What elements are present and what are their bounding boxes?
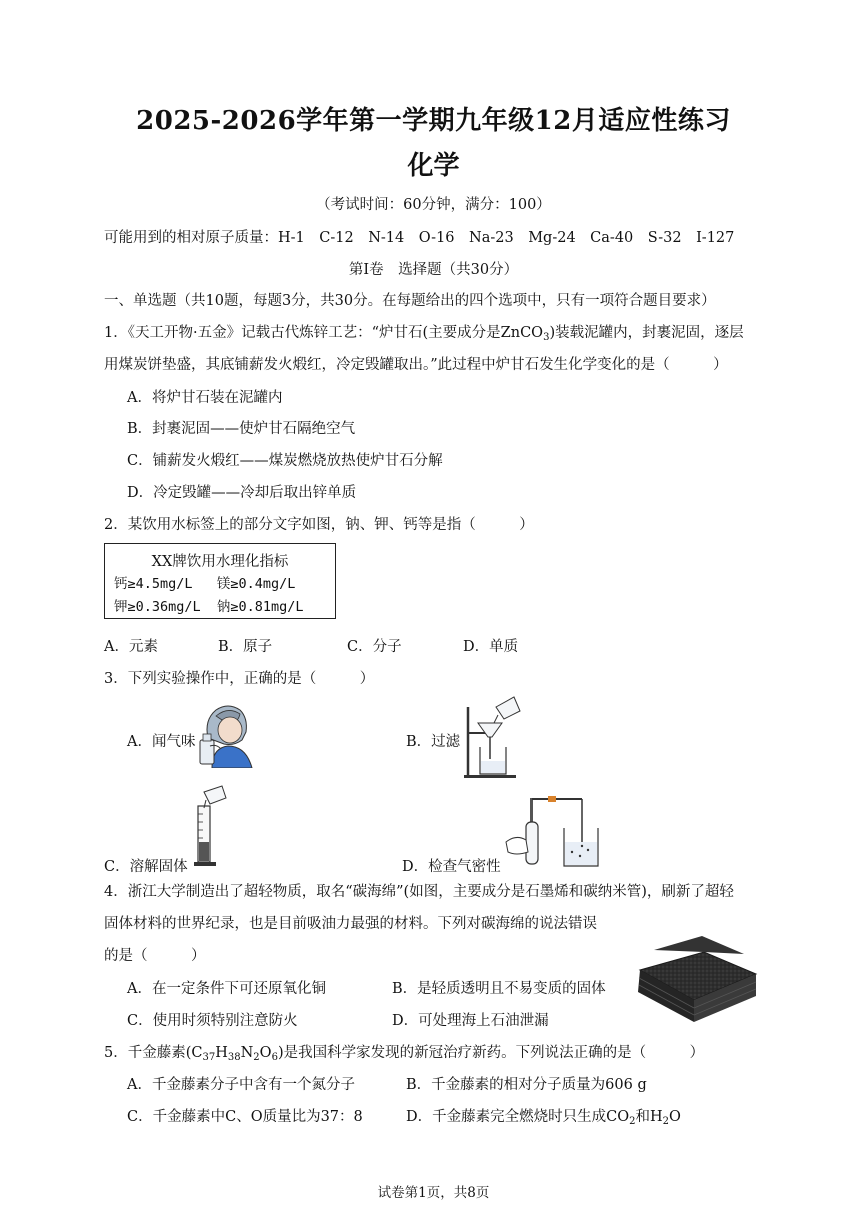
exam-title: 2025-2026学年第一学期九年级12月适应性练习 [136, 106, 731, 136]
q1-option-d[interactable]: D．冷定毁罐——冷却后取出锌单质 [127, 485, 357, 501]
q4-stem-line2: 固体材料的世界纪录，也是目前吸油力最强的材料。下列对碳海绵的说法错误 [104, 916, 597, 932]
q3-option-c[interactable]: C．溶解固体 [104, 859, 188, 875]
q3-option-d[interactable]: D．检查气密性 [402, 859, 501, 875]
q3-option-a[interactable]: A．闻气味 [127, 734, 196, 750]
water-label-box [104, 543, 336, 619]
q4-stem-line3: 的是（ ） [104, 948, 206, 964]
q5-option-a[interactable]: A．千金藤素分子中含有一个氮分子 [127, 1077, 355, 1093]
page-footer: 试卷第1页，共8页 [377, 1185, 490, 1201]
part-title: 第Ⅰ卷 选择题（共30分） [348, 262, 519, 278]
atomic-masses: 可能用到的相对原子质量：H-1 C-12 N-14 O-16 Na-23 Mg-24 Ca-40 S-32 I-127 [104, 230, 735, 246]
q1-stem-line2: 用煤炭饼垫盛，其底铺薪发火煅红，冷定毁罐取出。”此过程中炉甘石发生化学变化的是（ ） [104, 357, 728, 373]
q5-option-d[interactable]: D．千金藤素完全燃烧时只生成$CO_2$和$H_2O$ [406, 1109, 681, 1127]
q3-stem: 3．下列实验操作中，正确的是（ ） [104, 671, 375, 687]
water-label-line1: 钙≥4.5mg/L 镁≥0.4mg/L [114, 576, 296, 592]
q5-stem: 5．千金藤素$(C_{37}H_{38}N_2O_6)$是我国科学家发现的新冠治疗新药。下列说法正确的是（ ） [104, 1045, 705, 1063]
exam-info: （考试时间：60分钟，满分：100） [316, 197, 551, 213]
q2-option-d[interactable]: D．单质 [463, 639, 519, 655]
q4-option-c[interactable]: C．使用时须特别注意防火 [127, 1013, 298, 1029]
q4-option-b[interactable]: B．是轻质透明且不易变质的固体 [392, 981, 606, 997]
smelling-gas-illustration [194, 700, 260, 768]
subject-title: 化学 [407, 151, 460, 181]
carbon-sponge-image [634, 930, 760, 1030]
q2-option-a[interactable]: A．元素 [104, 639, 158, 655]
q5-option-c[interactable]: C．千金藤素中C、O质量比为37：8 [127, 1109, 363, 1125]
q2-stem: 2．某饮用水标签上的部分文字如图，钠、钾、钙等是指（ ） [104, 517, 534, 533]
q1-option-c[interactable]: C．铺薪发火煅红——煤炭燃烧放热使炉甘石分解 [127, 453, 443, 469]
q2-option-c[interactable]: C．分子 [347, 639, 402, 655]
q4-option-a[interactable]: A．在一定条件下可还原氧化铜 [127, 981, 326, 997]
water-label-title: XX牌饮用水理化指标 [151, 554, 289, 570]
q4-option-d[interactable]: D．可处理海上石油泄漏 [392, 1013, 549, 1029]
graduated-cylinder-illustration [190, 782, 230, 868]
q1-option-b[interactable]: B．封裹泥固——使炉甘石隔绝空气 [127, 421, 356, 437]
q1-option-a[interactable]: A．将炉甘石装在泥罐内 [127, 390, 283, 406]
q4-stem-line1: 4．浙江大学制造出了超轻物质，取名“碳海绵”(如图，主要成分是石墨烯和碳纳米管)，刷新了超轻 [104, 884, 734, 900]
q1-stem-line1: 1．《天工开物·五金》记载古代炼锌工艺：“炉甘石(主要成分是ZnCO$_3$)装载泥罐内，封裹泥固，逐层 [104, 325, 744, 343]
section-intro: 一、单选题（共10题，每题3分，共30分。在每题给出的四个选项中，只有一项符合题目要求） [104, 293, 716, 309]
water-label-line2: 钾≥0.36mg/L 钠≥0.81mg/L [114, 599, 304, 615]
q3-option-b[interactable]: B．过滤 [406, 734, 461, 750]
airtightness-check-illustration [502, 794, 602, 870]
filtration-illustration [460, 695, 526, 779]
q2-option-b[interactable]: B．原子 [218, 639, 273, 655]
q5-option-b[interactable]: B．千金藤素的相对分子质量为606 g [406, 1077, 647, 1093]
